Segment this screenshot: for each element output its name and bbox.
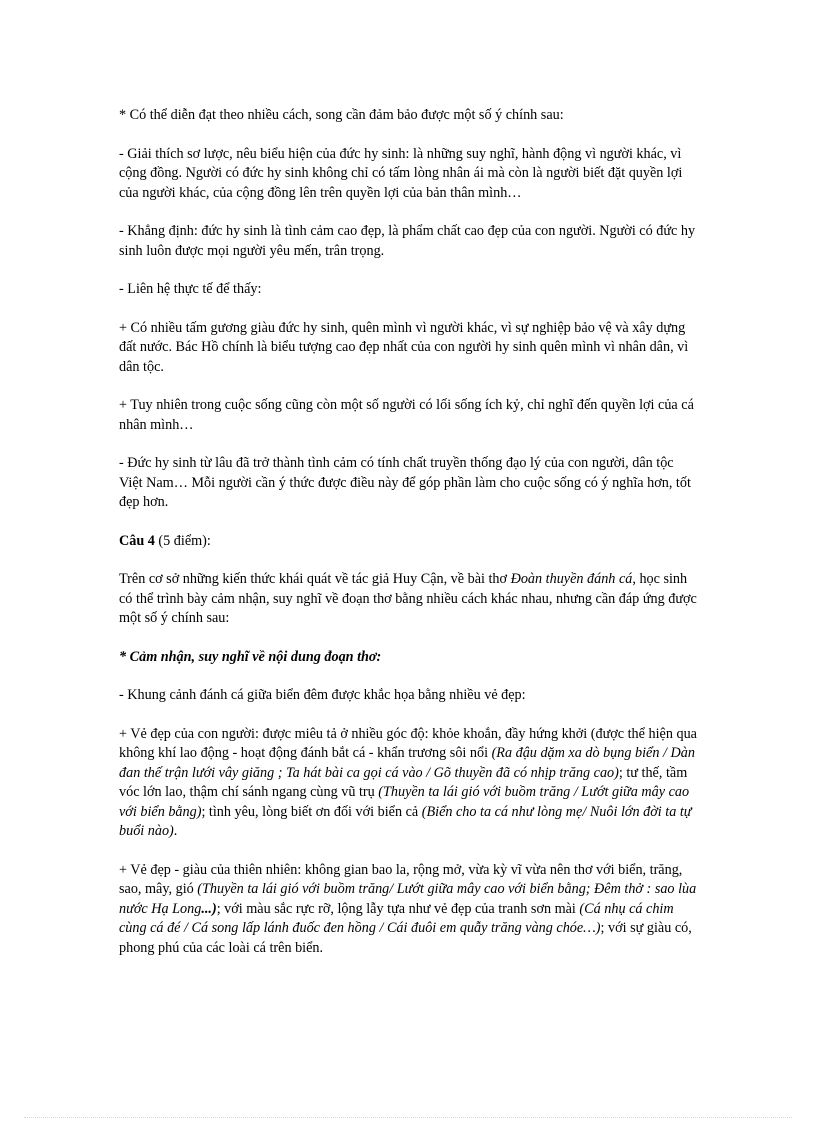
poem-quote: (Cá nhụ cá chim cùng cá đé / Cá song lấp lánh đuốc đen hồng / Cái đuôi em quẫy trăng vàng chóe…)	[119, 900, 674, 936]
text-segment: + Vẻ đẹp của con người: được miêu tả ở nhiều góc độ: khỏe khoắn, đầy hứng khởi (được thể hiện qua không khí lao động - hoạt động đánh bắt cá - khẩn trương sôi nổi	[119, 725, 697, 761]
page-bottom-divider	[24, 1117, 792, 1118]
question-4-points: (5 điểm):	[154, 532, 211, 549]
text-segment: + Vẻ đẹp - giàu của thiên nhiên: không gian bao la, rộng mở, vừa kỳ vĩ vừa nên thơ với biển, trăng, sao, mây, gió	[119, 861, 683, 897]
poem-quote: (Thuyền ta lái gió với buồm trăng / Lướt giữa mây cao với biển bằng)	[119, 784, 690, 820]
poem-quote: (Biển cho ta cá như lòng mẹ/ Nuôi lớn đời ta tự buổi nào)	[119, 803, 692, 839]
scene-paragraph: - Khung cảnh đánh cá giữa biển đêm được khắc họa bằng nhiều vẻ đẹp:	[119, 687, 526, 703]
question-4-intro-paragraph	[119, 570, 699, 629]
conclusion-paragraph: - Đức hy sinh từ lâu đã trở thành tình cảm có tính chất truyền thống đạo lý của con người, dân tộc Việt Nam… Mỗi người cần ý thức được điều này để góp phần làm cho cuộc sống có ý nghĩa hơn, tốt đẹp hơn.	[119, 455, 691, 510]
text-segment: ; với sự giàu có, phong phú của các loài cá trên biển.	[119, 920, 692, 956]
text-segment: ; tư thế, tầm vóc lớn lao, thậm chí sánh ngang cùng vũ trụ	[119, 764, 688, 800]
text-segment: .	[173, 823, 178, 839]
examples-paragraph: + Có nhiều tấm gương giàu đức hy sinh, quên mình vì người khác, vì sự nghiệp bảo vệ và xây dựng đất nước. Bác Hồ chính là biểu tượng cao đẹp nhất của con người hy sinh quên mình vì nhân dân, vì dân tộc.	[119, 319, 689, 375]
question-4-heading	[119, 532, 699, 552]
text-segment: ; tình yêu, lòng biết ơn đối với biển cả	[201, 803, 422, 820]
poem-quote-ellipsis: ...)	[201, 900, 217, 917]
question-4-label: Câu 4	[119, 532, 155, 549]
explanation-paragraph: - Giải thích sơ lược, nêu biểu hiện của đức hy sinh: là những suy nghĩ, hành động vì người khác, vì cộng đồng. Người có đức hy sinh không chỉ có tấm lòng nhân ái mà còn là người biết đặt quyền lợi của người khác, của cộng đồng lên trên quyền lợi của bản thân mình…	[119, 145, 683, 201]
counter-example-paragraph: + Tuy nhiên trong cuộc sống cũng còn một số người có lối sống ích kỷ, chỉ nghĩ đến quyền lợi của cá nhân mình…	[119, 397, 694, 433]
poem-quote: (Thuyền ta lái gió với buồm trăng/ Lướt giữa mây cao với biển bằng; Đêm thở : sao lùa nước Hạ Long	[119, 881, 697, 917]
people-beauty-paragraph	[119, 725, 699, 842]
text-segment: ; với màu sắc rực rỡ, lộng lẫy tựa như vẻ đẹp của tranh sơn mài	[216, 900, 580, 917]
relate-reality-paragraph: - Liên hệ thực tế để thấy:	[119, 281, 262, 297]
affirmation-paragraph: - Khẳng định: đức hy sinh là tình cảm cao đẹp, là phẩm chất cao đẹp của con người. Người có đức hy sinh luôn được mọi người yêu mến, trân trọng.	[119, 223, 696, 259]
intro-paragraph: * Có thể diễn đạt theo nhiều cách, song cần đảm bảo được một số ý chính sau:	[119, 107, 564, 123]
text-segment: Trên cơ sở những kiến thức khái quát về tác giả Huy Cận, về bài thơ	[119, 571, 511, 587]
poem-title: Đoàn thuyền đánh cá	[510, 571, 633, 587]
text-segment: , học sinh có thể trình bày cảm nhận, suy nghĩ về đoạn thơ bằng nhiều cách khác nhau, nhưng cần đáp ứng được một số ý chính sau:	[119, 571, 697, 626]
nature-beauty-paragraph	[119, 861, 699, 959]
content-heading: * Cảm nhận, suy nghĩ về nội dung đoạn thơ:	[119, 648, 382, 665]
poem-quote: (Ra đậu dặm xa dò bụng biển / Dàn đan thế trận lưới vây giăng ; Ta hát bài ca gọi cá vào / Gõ thuyền đã có nhịp trăng cao)	[119, 745, 695, 781]
document-page	[119, 106, 699, 977]
